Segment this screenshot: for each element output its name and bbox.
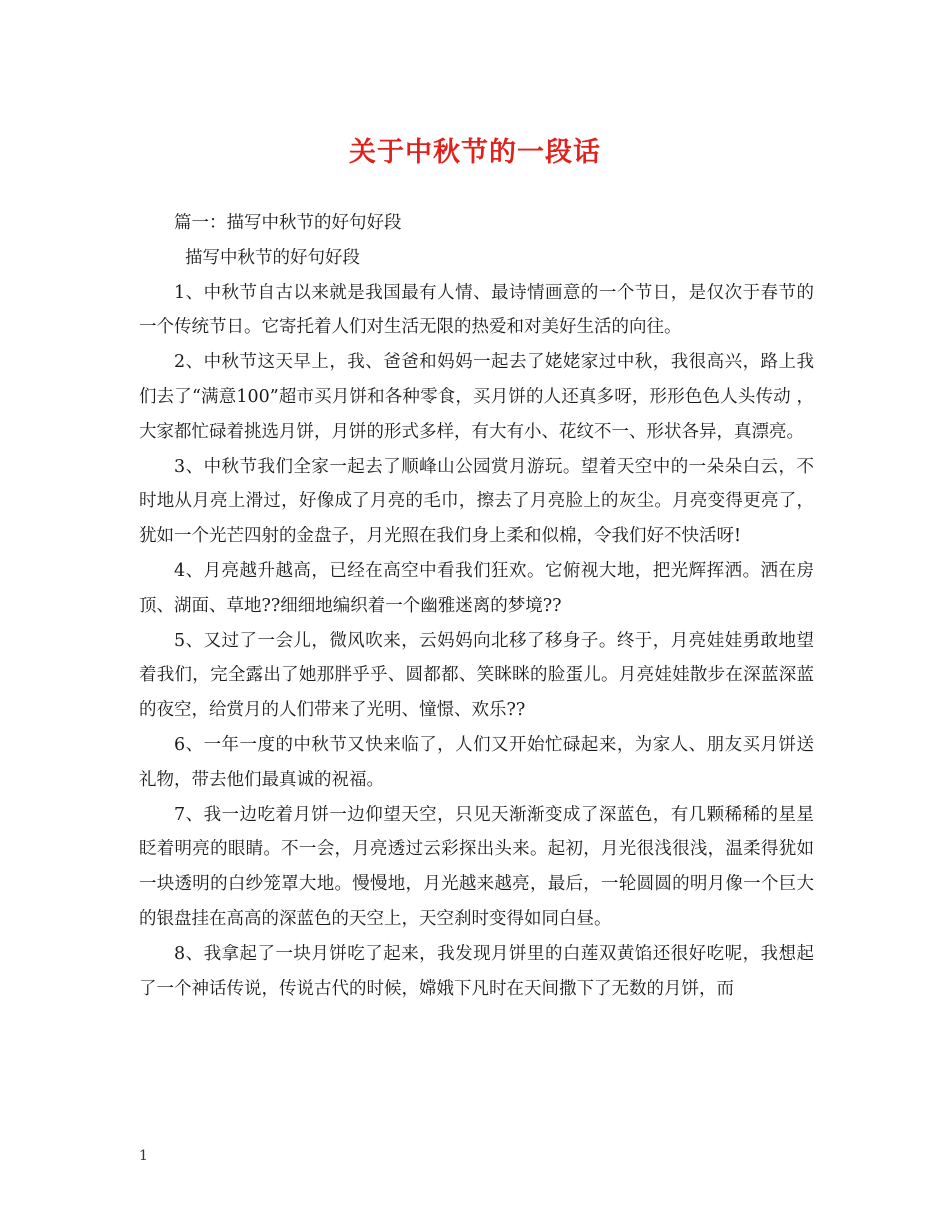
paragraph-5: 5、又过了一会儿，微风吹来，云妈妈向北移了移身子。终于，月亮娃娃勇敢地望着我们，完全露出了她那胖乎乎、圆都都、笑眯眯的脸蛋儿。月亮娃娃散步在深蓝深蓝的夜空，给赏月的人们带来了光明、憧憬、欢乐?? [139,630,814,721]
paragraph-2: 2、中秋节这天早上，我、爸爸和妈妈一起去了姥姥家过中秋，我很高兴，路上我们去了“满意100”超市买月饼和各种零食，买月饼的人还真多呀，形形色色人头传动 ，大家都忙碌着挑选月饼，月饼的形式多样，有大有小、花纹不一、形状各异，真漂亮。 [139,352,814,442]
paragraph-6: 6、一年一度的中秋节又快来临了，人们又开始忙碌起来，为家人、朋友买月饼送礼物，带去他们最真诚的祝福。 [139,734,814,790]
paragraph-1: 1、中秋节自古以来就是我国最有人情、最诗情画意的一个节日，是仅次于春节的一个传统节日。它寄托着人们对生活无限的热爱和对美好生活的向往。 [139,282,814,338]
paragraph-8: 8、我拿起了一块月饼吃了起来，我发现月饼里的白莲双黄馅还很好吃呢，我想起了一个神话传说，传说古代的时候，嫦娥下凡时在天间撒下了无数的月饼，而 [139,943,814,999]
document-title: 关于中秋节的一段话 [349,137,601,168]
paragraph-7: 7、我一边吃着月饼一边仰望天空，只见天渐渐变成了深蓝色，有几颗稀稀的星星眨着明亮的眼睛。不一会，月亮透过云彩探出头来。起初，月光很浅很浅，温柔得犹如一块透明的白纱笼罩大地。慢慢地，月光越来越亮，最后，一轮圆圆的明月像一个巨大的银盘挂在高高的深蓝色的天空上，天空刹时变得如同白昼。 [139,804,814,929]
document-body [139,206,814,1006]
paragraph-4: 4、月亮越升越高，已经在高空中看我们狂欢。它俯视大地，把光辉挥洒。洒在房顶、湖面、草地??细细地编织着一个幽雅迷离的梦境?? [139,560,814,616]
subsection-heading: 描写中秋节的好句好段 [185,247,360,268]
page-number: 1 [139,1148,148,1164]
section-heading: 篇一：描写中秋节的好句好段 [174,213,402,233]
paragraph-3: 3、中秋节我们全家一起去了顺峰山公园赏月游玩。望着天空中的一朵朵白云，不时地从月亮上滑过，好像成了月亮的毛巾，擦去了月亮脸上的灰尘。月亮变得更亮了，犹如一个光芒四射的金盘子，月光照在我们身上柔和似棉，令我们好不快活呀! [139,456,814,547]
